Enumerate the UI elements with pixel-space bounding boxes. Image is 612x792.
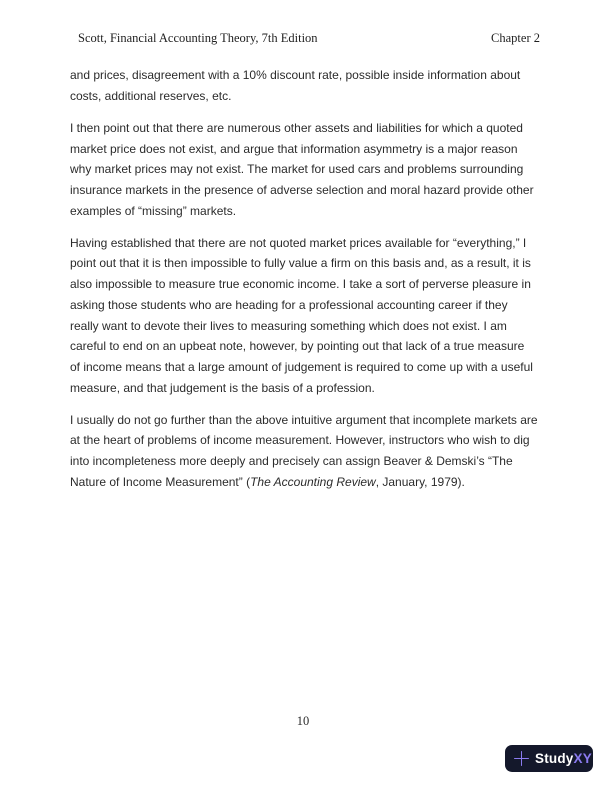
brand-name-accent: XY [573,751,592,766]
plus-icon [514,751,529,766]
paragraph: Having established that there are not quoted market prices available for “everything,” I point out that it is then impossible to fully value a firm on this basis and, as a result, it is also impossible to measure true economic income. I take a sort of perverse pleasure in asking those students who are heading for a professional accounting career if they really want to devote their lives to measuring something which does not exist. I am careful to end on an upbeat note, however, by pointing out that lack of a true measure of income means that a large amount of judgement is required to come up with a useful measure, and that judgement is the basis of a profession. [70,235,533,395]
paragraph: I then point out that there are numerous other assets and liabilities for which a quoted market price does not exist, and argue that information asymmetry is a major reason why market prices may not exist. The market for used cars and problems surrounding insurance markets in the presence of adverse selection and moral hazard provide other examples of “missing” markets. [70,120,534,218]
brand-wordmark [535,751,592,766]
brand-name-primary: Study [535,751,574,766]
header-chapter: Chapter 2 [491,31,540,45]
body-text [70,65,548,504]
header-book-title: Scott, Financial Accounting Theory, 7th Edition [78,31,318,45]
page-number: 10 [296,714,310,728]
paragraph: and prices, disagreement with a 10% discount rate, possible inside information about costs, additional reserves, etc. [70,68,521,103]
studyxy-badge [505,745,593,772]
page-header [78,31,540,46]
paragraph: I usually do not go further than the above intuitive argument that incomplete markets are at the heart of problems of income measurement. However, instructors who wish to dig into incompleteness more deeply and precisely can assign Beaver & Demski’s “The Nature of Income Measurement” (The Accounting Review, January, 1979). [70,412,538,489]
